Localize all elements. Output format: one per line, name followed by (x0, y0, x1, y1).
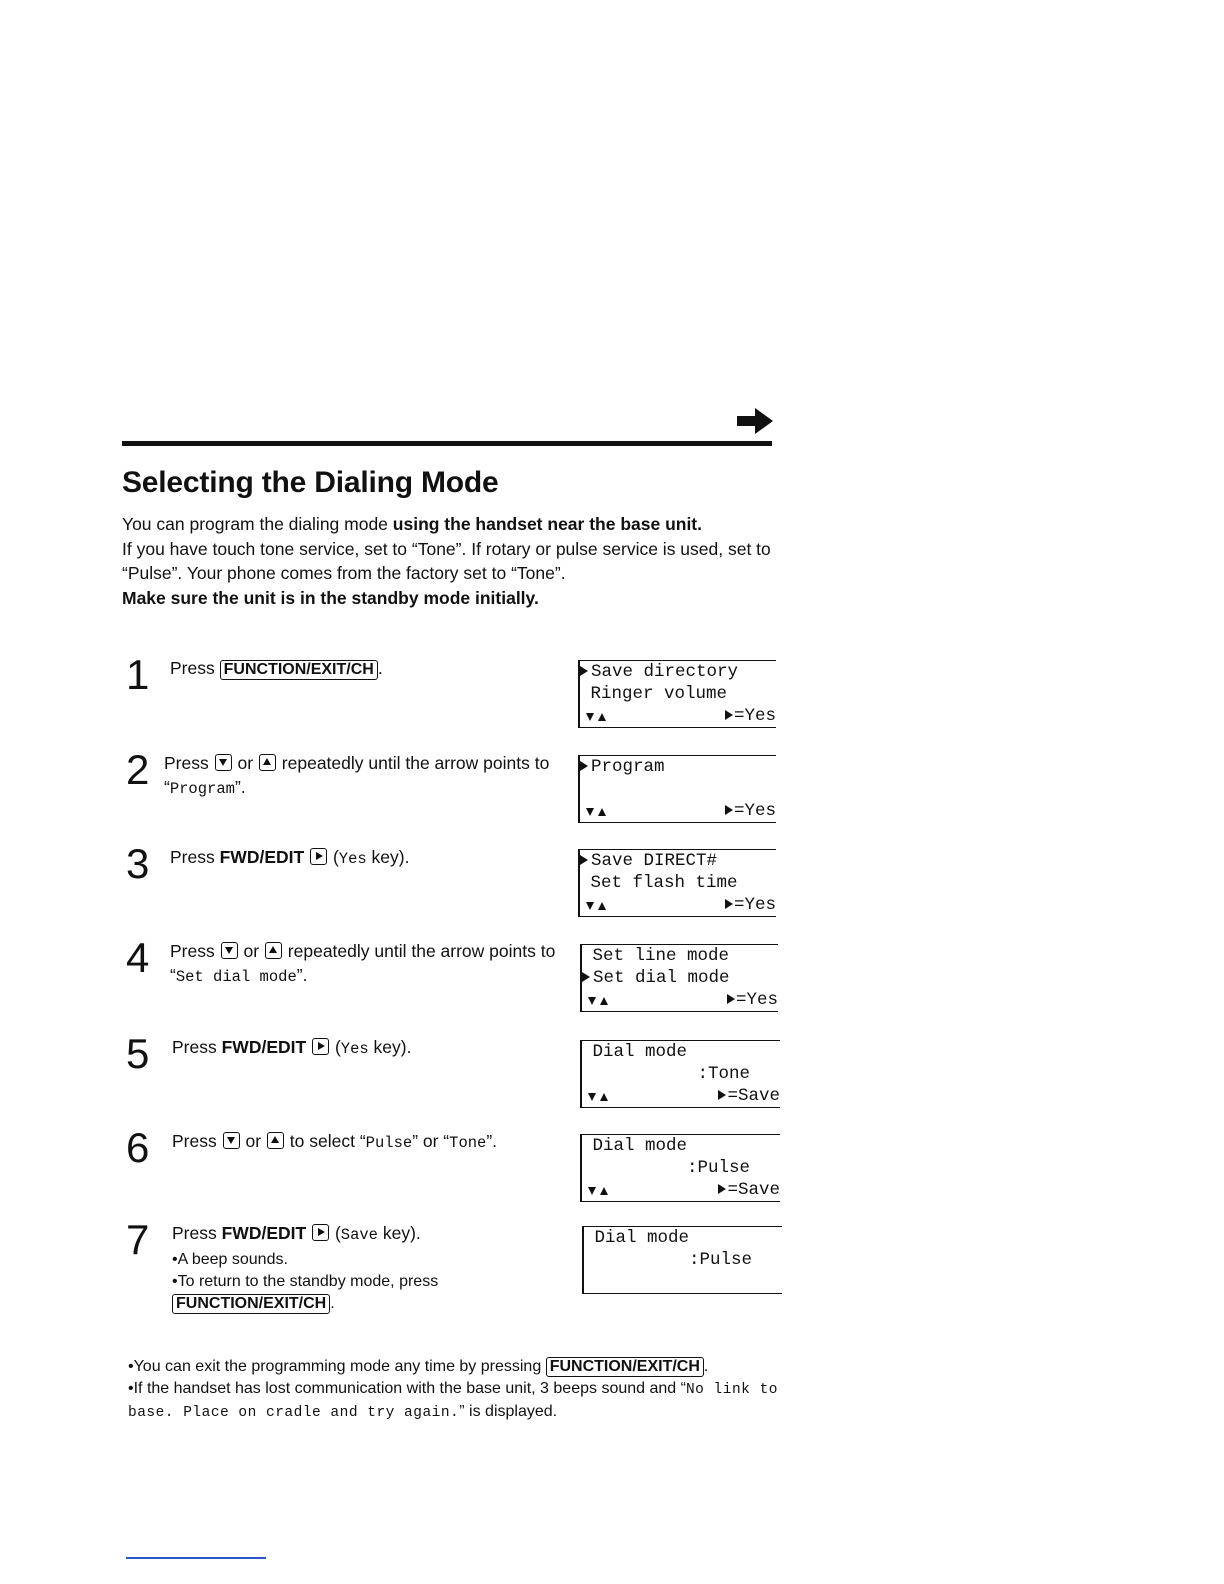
lcd-line (580, 661, 776, 683)
pointer-icon (582, 972, 590, 982)
down-up-arrows-icon (588, 995, 610, 1007)
step-word: or (245, 1131, 262, 1151)
step-number: 7 (126, 1216, 150, 1263)
up-button-icon (267, 1132, 284, 1149)
lcd-text: =Save (727, 1180, 780, 1200)
down-button-icon (221, 942, 238, 959)
lcd-yes (725, 800, 776, 822)
step-punct: ( (334, 1037, 341, 1057)
step-number: 1 (126, 651, 150, 698)
up-button-icon (265, 942, 282, 959)
pointer-icon (727, 994, 735, 1004)
step-number: 5 (126, 1030, 150, 1077)
pointer-icon (718, 1184, 726, 1194)
step-word: Press (172, 1037, 217, 1057)
down-up-arrows-icon (586, 900, 608, 912)
step-text (170, 939, 570, 989)
step-7-bullets (172, 1249, 572, 1315)
section-title: Selecting the Dialing Mode (122, 466, 499, 499)
footnote-2 (128, 1378, 808, 1424)
pointer-icon (580, 666, 588, 676)
step-punct: key). (368, 1037, 412, 1057)
step-text (172, 1221, 572, 1315)
pointer-icon (725, 899, 733, 909)
intro-paragraph-2: If you have touch tone service, set to “Tone”. If rotary or pulse service is used, set to “Pulse”. Your phone comes from the factory set to “Tone”. (122, 538, 771, 583)
down-up-arrows-icon (588, 1091, 610, 1103)
lcd-text: Save DIRECT# (591, 851, 718, 871)
step-punct: ”. (234, 777, 246, 797)
lcd-text: Set dial mode (593, 968, 730, 988)
lcd-line: Ringer volume (580, 684, 728, 704)
step-number: 6 (126, 1124, 150, 1171)
right-button-icon (312, 1038, 329, 1055)
down-up-arrows-icon (586, 711, 608, 723)
bullet-item (172, 1271, 572, 1315)
footnote-text: •You can exit the programming mode any time by pressing (128, 1358, 542, 1375)
intro-paragraph-1 (122, 512, 772, 537)
pointer-icon (725, 805, 733, 815)
step-word: Press (170, 847, 215, 867)
lcd-line (582, 967, 778, 989)
bullet-item: •A beep sounds. (172, 1251, 288, 1268)
lcd-line: Set line mode (582, 946, 730, 966)
bottom-rule (126, 1557, 266, 1559)
display-term: Yes (340, 1040, 369, 1058)
step-punct: ”. (486, 1131, 498, 1151)
lcd-display-3 (578, 849, 776, 917)
lcd-line: Dial mode (582, 1042, 688, 1062)
intro-p1-bold: using the handset near the base unit. (392, 514, 702, 534)
step-word: Press (172, 1131, 217, 1151)
step-word: Press (170, 658, 215, 678)
lcd-line: :Pulse (582, 1158, 751, 1178)
lcd-display-6 (580, 1134, 780, 1202)
fwd-edit-key: FWD/EDIT (221, 1037, 307, 1057)
footnote-text: ” is displayed. (459, 1403, 558, 1420)
footnote-1 (128, 1356, 808, 1378)
step-punct: key). (366, 847, 410, 867)
lcd-line (580, 756, 776, 778)
pointer-icon (580, 855, 588, 865)
function-exit-ch-key: FUNCTION/EXIT/CH (172, 1294, 330, 1314)
step-punct: ( (332, 847, 339, 867)
step-word: repeatedly until the arrow points to “ (170, 941, 556, 985)
step-text (170, 845, 570, 871)
continue-arrow-icon (737, 408, 773, 434)
bullet-text: •To return to the standby mode, press (172, 1273, 439, 1290)
lcd-line: Dial mode (584, 1228, 690, 1248)
down-button-icon (223, 1132, 240, 1149)
step-word: or (237, 753, 254, 773)
down-up-arrows-icon (588, 1185, 610, 1197)
step-word: Press (172, 1223, 217, 1243)
display-message: No link to base. Place on cradle and try again. (128, 1382, 778, 1421)
fwd-edit-key: FWD/EDIT (219, 847, 305, 867)
down-button-icon (215, 754, 232, 771)
lcd-line: :Tone (582, 1064, 751, 1084)
intro-p3-bold: Make sure the unit is in the standby mode initially. (122, 587, 539, 608)
display-term: Set dial mode (175, 968, 297, 986)
lcd-save (718, 1179, 780, 1201)
function-exit-ch-key: FUNCTION/EXIT/CH (546, 1357, 704, 1377)
step-text (164, 751, 564, 801)
display-term: Yes (338, 850, 367, 868)
lcd-line: Set flash time (580, 873, 738, 893)
step-text (170, 656, 570, 680)
intro-text (122, 512, 772, 610)
lcd-display-5 (580, 1040, 780, 1108)
lcd-text: =Save (727, 1086, 780, 1106)
display-term: Pulse (365, 1134, 413, 1152)
step-punct: . (377, 658, 383, 678)
lcd-line (580, 850, 776, 872)
display-term: Program (169, 780, 235, 798)
lcd-yes (725, 705, 776, 727)
display-term: Save (340, 1226, 378, 1244)
intro-paragraph-3 (122, 586, 772, 611)
lcd-line: Dial mode (582, 1136, 688, 1156)
step-word: or (243, 941, 260, 961)
footnote-punct: . (703, 1358, 709, 1375)
section-rule (122, 441, 772, 446)
lcd-line: :Pulse (584, 1250, 753, 1270)
lcd-text: =Yes (735, 990, 778, 1010)
footnotes (128, 1356, 808, 1424)
step-text (172, 1129, 572, 1155)
lcd-text: =Yes (733, 895, 776, 915)
pointer-icon (718, 1090, 726, 1100)
step-text (172, 1035, 572, 1061)
down-up-arrows-icon (586, 806, 608, 818)
step-punct: key). (377, 1223, 421, 1243)
pointer-icon (580, 761, 588, 771)
step-punct: ( (334, 1223, 341, 1243)
step-number: 3 (126, 840, 150, 887)
lcd-text: =Yes (733, 801, 776, 821)
right-button-icon (310, 848, 327, 865)
step-word: to select “ (289, 1131, 366, 1151)
step-word: repeatedly until the arrow points to “ (164, 753, 550, 797)
lcd-display-4 (580, 944, 778, 1012)
step-punct: ”. (296, 965, 308, 985)
intro-p1-text: You can program the dialing mode (122, 514, 393, 534)
display-term: Tone (449, 1134, 487, 1152)
step-word: Press (170, 941, 215, 961)
up-button-icon (259, 754, 276, 771)
lcd-line (580, 778, 776, 800)
lcd-save (718, 1085, 780, 1107)
step-number: 2 (126, 746, 150, 793)
lcd-display-2 (578, 755, 776, 823)
lcd-text: =Yes (733, 706, 776, 726)
lcd-yes (725, 894, 776, 916)
step-number: 4 (126, 934, 150, 981)
step-punct: ” or “ (412, 1131, 450, 1151)
footnote-text: •If the handset has lost communication with the base unit, 3 beeps sound and “ (128, 1380, 686, 1397)
lcd-yes (727, 989, 778, 1011)
lcd-text: Save directory (591, 662, 739, 682)
lcd-display-1 (578, 660, 776, 728)
right-button-icon (312, 1224, 329, 1241)
lcd-text: Program (591, 757, 665, 777)
step-punct: . (330, 1295, 335, 1312)
function-exit-ch-key: FUNCTION/EXIT/CH (220, 660, 378, 680)
pointer-icon (725, 710, 733, 720)
step-word: Press (164, 753, 209, 773)
lcd-display-7 (582, 1226, 782, 1294)
fwd-edit-key: FWD/EDIT (221, 1223, 307, 1243)
